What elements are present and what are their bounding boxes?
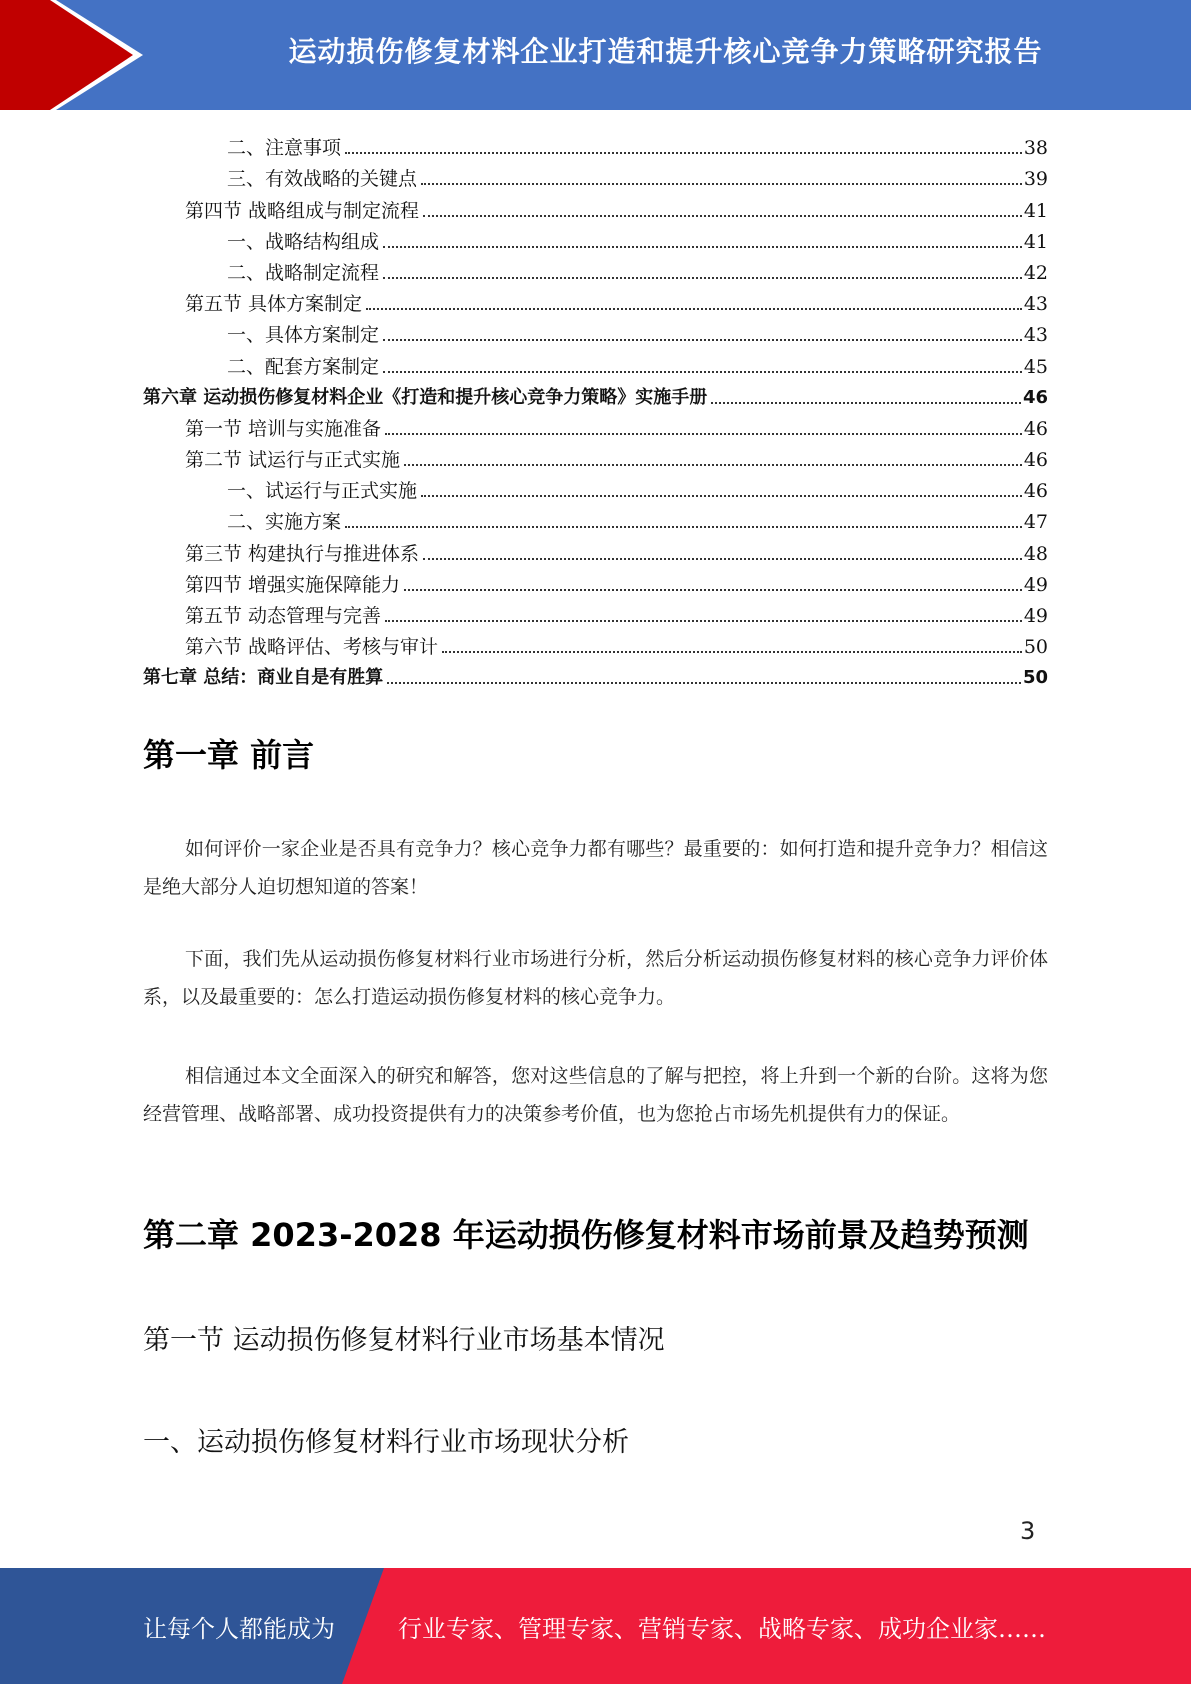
chapter-2-title: 第二章 2023-2028 年运动损伤修复材料市场前景及趋势预测 — [143, 1216, 1029, 1254]
toc-dot-leader — [366, 308, 1022, 310]
toc-entry-label: 第二节 试运行与正式实施 — [185, 449, 401, 472]
toc-entry-page: 46 — [1023, 480, 1048, 503]
toc-entry-page: 48 — [1023, 542, 1048, 565]
toc-entry-page: 49 — [1023, 605, 1048, 627]
toc-entry-label: 第四节 战略组成与制定流程 — [185, 199, 420, 222]
toc-entry-label: 三、有效战略的关键点 — [227, 168, 418, 191]
toc-dot-leader — [423, 558, 1022, 560]
toc-entry-label: 二、实施方案 — [227, 511, 342, 534]
chapter-2-subsection-title: 一、运动损伤修复材料行业市场现状分析 — [143, 1427, 629, 1458]
toc-dot-leader — [383, 371, 1022, 373]
footer-slogan-left: 让每个人都能成为 — [143, 1614, 335, 1643]
chapter-1-paragraph-3: 相信通过本文全面深入的研究和解答，您对这些信息的了解与把控，将上升到一个新的台阶。这将为您经营管理、战略部署、成功投资提供有力的决策参考价值，也为您抢占市场先机提供有力的保证。 — [143, 1065, 1048, 1125]
toc-entry[interactable] — [143, 502, 1048, 533]
toc-entry[interactable] — [143, 596, 1048, 627]
header-chevron-decoration — [0, 0, 160, 110]
toc-dot-leader — [404, 589, 1022, 591]
toc-entry[interactable] — [143, 440, 1048, 471]
toc-entry-label: 二、配套方案制定 — [227, 355, 380, 378]
toc-dot-leader — [383, 246, 1022, 248]
footer-slogan-right: 行业专家、管理专家、营销专家、战略专家、成功企业家…… — [398, 1614, 1046, 1643]
toc-dot-leader — [423, 215, 1022, 217]
toc-entry-page: 50 — [1023, 636, 1048, 659]
toc-dot-leader — [404, 464, 1022, 466]
toc-entry[interactable] — [143, 284, 1048, 315]
toc-entry[interactable] — [143, 128, 1048, 159]
toc-dot-leader — [385, 433, 1022, 435]
toc-entry-label: 一、战略结构组成 — [227, 230, 380, 253]
toc-dot-leader — [383, 277, 1022, 279]
toc-dot-leader — [387, 682, 1021, 684]
chapter-1-paragraph-2: 下面，我们先从运动损伤修复材料行业市场进行分析，然后分析运动损伤修复材料的核心竞争力评价体系，以及最重要的：怎么打造运动损伤修复材料的核心竞争力。 — [143, 948, 1048, 1008]
page-footer-banner — [0, 1568, 1191, 1684]
table-of-contents — [143, 128, 1048, 689]
toc-entry-label: 二、注意事项 — [227, 137, 342, 160]
toc-entry[interactable] — [143, 346, 1048, 377]
toc-entry-label: 二、战略制定流程 — [227, 261, 380, 284]
toc-entry-page: 45 — [1023, 355, 1048, 378]
header-title: 运动损伤修复材料企业打造和提升核心竞争力策略研究报告 — [288, 35, 1043, 68]
toc-entry-page: 41 — [1023, 199, 1048, 222]
chapter-1-title: 第一章 前言 — [143, 736, 315, 774]
toc-entry-page: 46 — [1022, 386, 1048, 408]
toc-entry-page: 38 — [1023, 137, 1048, 160]
toc-entry-label: 第六节 战略评估、考核与审计 — [185, 636, 439, 659]
toc-entry[interactable] — [143, 658, 1048, 689]
toc-entry-label: 第五节 动态管理与完善 — [185, 605, 382, 627]
toc-dot-leader — [345, 526, 1022, 528]
toc-entry-page: 42 — [1023, 261, 1048, 284]
toc-entry-label: 第三节 构建执行与推进体系 — [185, 542, 420, 565]
toc-dot-leader — [385, 620, 1022, 622]
toc-entry-label: 第六章 运动损伤修复材料企业《打造和提升核心竞争力策略》实施手册 — [143, 386, 708, 408]
toc-entry[interactable] — [143, 533, 1048, 564]
toc-dot-leader — [421, 183, 1022, 185]
toc-entry[interactable] — [143, 471, 1048, 502]
toc-entry-page: 43 — [1023, 324, 1048, 347]
toc-entry[interactable] — [143, 378, 1048, 409]
toc-entry-page: 46 — [1023, 449, 1048, 472]
toc-entry[interactable] — [143, 253, 1048, 284]
toc-entry-label: 一、具体方案制定 — [227, 324, 380, 347]
chapter-1-paragraph-1: 如何评价一家企业是否具有竞争力？核心竞争力都有哪些？最重要的：如何打造和提升竞争力？相信这是绝大部分人迫切想知道的答案！ — [143, 838, 1048, 898]
chapter-2-section-title: 第一节 运动损伤修复材料行业市场基本情况 — [143, 1325, 665, 1356]
toc-entry-page: 49 — [1023, 573, 1048, 596]
toc-entry[interactable] — [143, 190, 1048, 221]
toc-entry-page: 41 — [1023, 230, 1048, 253]
toc-entry[interactable] — [143, 565, 1048, 596]
toc-entry[interactable] — [143, 315, 1048, 346]
toc-dot-leader — [442, 651, 1022, 653]
toc-entry-page: 47 — [1023, 511, 1048, 534]
toc-entry-page: 43 — [1023, 293, 1048, 316]
toc-dot-leader — [345, 152, 1022, 154]
toc-entry-label: 第四节 增强实施保障能力 — [185, 573, 401, 596]
toc-entry-page: 46 — [1023, 417, 1048, 440]
toc-entry-label: 一、试运行与正式实施 — [227, 480, 418, 503]
page-header-banner — [0, 0, 1191, 110]
toc-dot-leader — [383, 339, 1022, 341]
page-number: 3 — [1020, 1517, 1036, 1545]
toc-dot-leader — [421, 495, 1022, 497]
toc-entry[interactable] — [143, 409, 1048, 440]
toc-entry-page: 50 — [1022, 667, 1048, 689]
toc-entry-label: 第一节 培训与实施准备 — [185, 417, 382, 440]
toc-entry[interactable] — [143, 222, 1048, 253]
toc-entry-label: 第五节 具体方案制定 — [185, 293, 363, 316]
toc-entry-page: 39 — [1023, 168, 1048, 191]
toc-dot-leader — [711, 402, 1021, 404]
toc-entry[interactable] — [143, 159, 1048, 190]
toc-entry[interactable] — [143, 627, 1048, 658]
toc-entry-label: 第七章 总结：商业自是有胜算 — [143, 667, 384, 689]
